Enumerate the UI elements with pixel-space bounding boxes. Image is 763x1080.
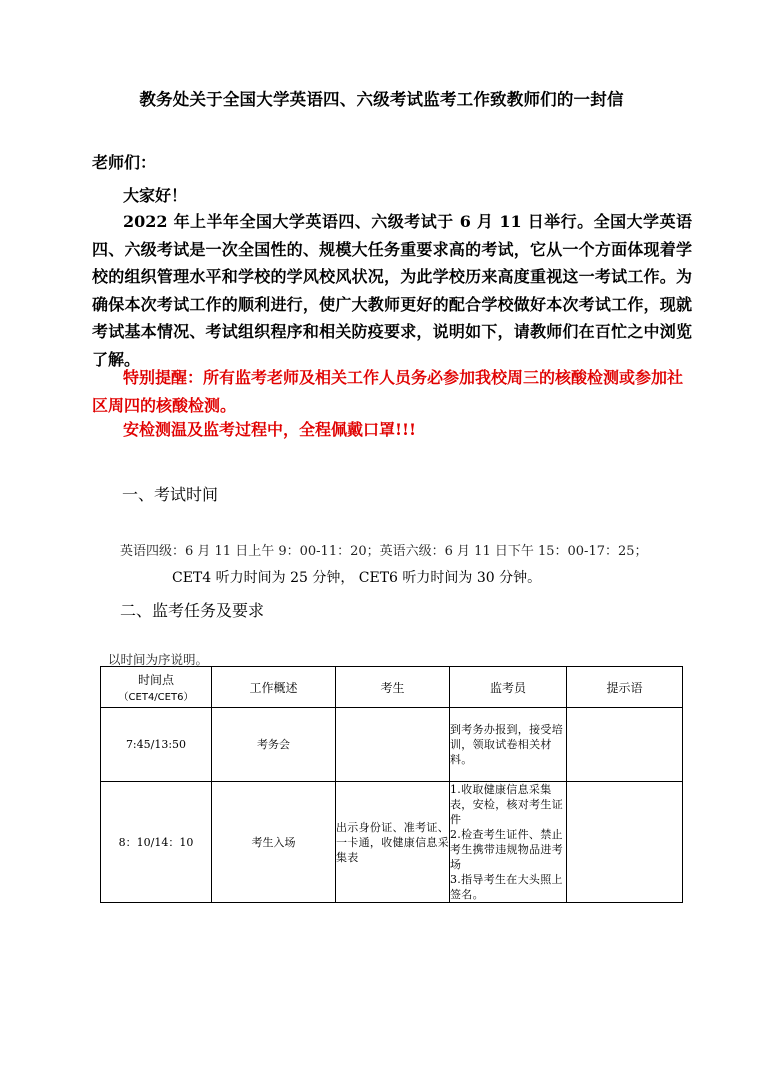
letter-title: 教务处关于全国大学英语四、六级考试监考工作致教师们的一封信 (139, 90, 624, 109)
header-work: 工作概述 (212, 667, 336, 708)
cell-candidate (336, 708, 450, 782)
special-reminder: 特别提醒：所有监考老师及相关工作人员务必参加我校周三的核酸检测或参加社区周四的核酸检测。 (92, 368, 684, 415)
intro-paragraph: 2022 年上半年全国大学英语四、六级考试于 6 月 11 日举行。全国大学英语四、六级考试是一次全国性的、规模大任务重要求高的考试，它从一个方面体现着学校的组织管理水平和学校的学风校风状况，为此学校历来高度重视这一考试工作。为确保本次考试工作的顺利进行，使广大教师更好的配合学校做好本次考试工作，现就考试基本情况、考试组织程序和相关防疫要求，说明如下，请教师们在百忙之中浏览了解。 (92, 212, 692, 369)
schedule-table (100, 666, 683, 903)
mask-reminder: 安检测温及监考过程中，全程佩戴口罩!!! (123, 420, 417, 439)
exam-times: 英语四级：6 月 11 日上午 9：00-11：20；英语六级：6 月 11 日下午 15：00-17：25； (120, 544, 648, 559)
section-heading-exam-time: 一、考试时间 (122, 485, 219, 504)
header-time-line2: （CET4/CET6） (118, 692, 194, 703)
cell-invigilator: 到考务办报到，接受培训，领取试卷相关材料。 (450, 708, 567, 782)
header-prompt: 提示语 (567, 667, 683, 708)
header-time-line1: 时间点 (137, 673, 174, 687)
invigilator-item: 1.收取健康信息采集表，安检，核对考生证件 (450, 783, 563, 826)
hello-line: 大家好！ (123, 186, 188, 205)
cell-prompt (567, 708, 683, 782)
cell-work: 考生入场 (212, 782, 336, 903)
cell-time: 8：10/14：10 (101, 782, 212, 903)
greeting: 老师们： (92, 153, 157, 172)
invigilator-item: 2.检查考生证件、禁止考生携带违规物品进考场 (450, 828, 563, 871)
cell-candidate: 出示身份证、准考证、一卡通，收健康信息采集表 (336, 782, 450, 903)
cell-prompt (567, 782, 683, 903)
table-row (101, 782, 683, 903)
listening-duration: CET4 听力时间为 25 分钟， CET6 听力时间为 30 分钟。 (172, 570, 542, 586)
cell-time: 7:45/13:50 (101, 708, 212, 782)
cell-work: 考务会 (212, 708, 336, 782)
order-note: 以时间为序说明。 (108, 652, 209, 667)
section-heading-tasks: 二、监考任务及要求 (120, 601, 265, 620)
table-row (101, 708, 683, 782)
invigilator-item: 3.指导考生在大头照上签名。 (450, 873, 563, 901)
header-invigilator: 监考员 (450, 667, 567, 708)
cell-invigilator (450, 782, 567, 903)
table-header-row (101, 667, 683, 708)
header-candidate: 考生 (336, 667, 450, 708)
header-time (101, 667, 212, 708)
